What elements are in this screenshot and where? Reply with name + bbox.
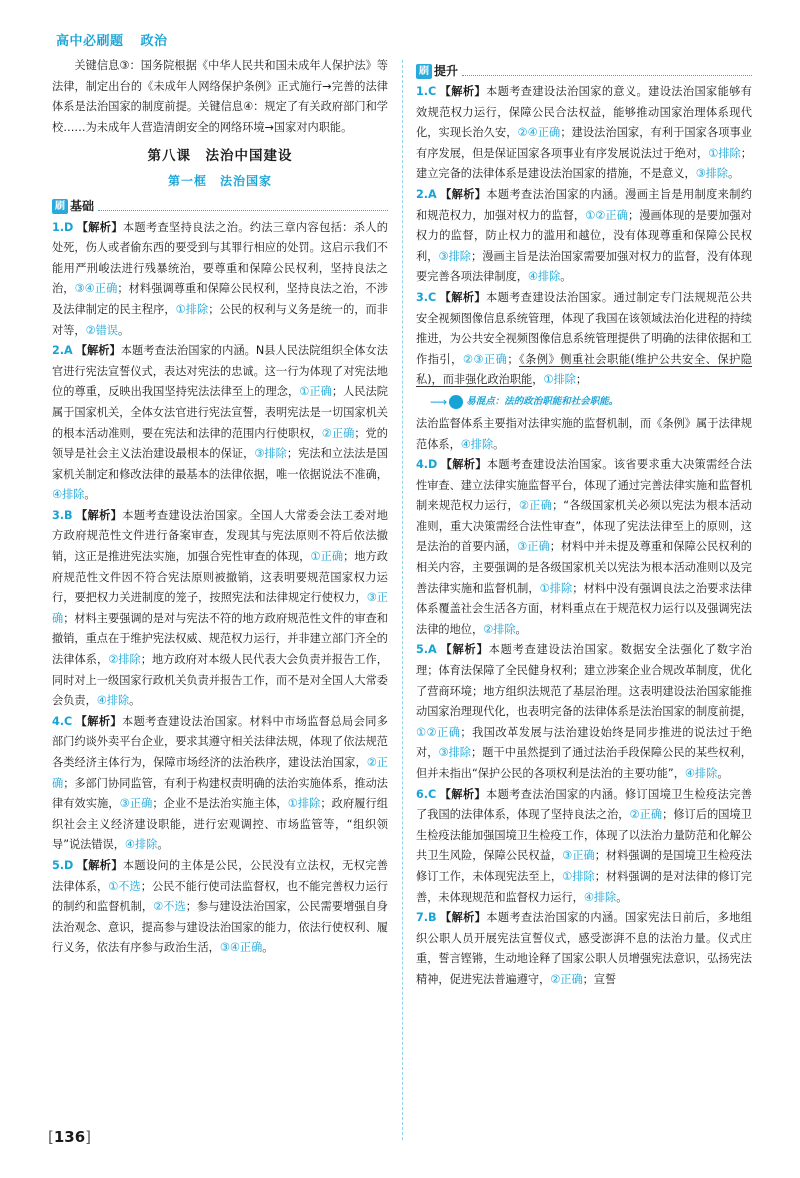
item-number: 2. <box>52 344 65 358</box>
verdict: ④排除 <box>460 437 494 451</box>
text: ；公民不能行使司法监督权，也不能完善权力运行的制约和监督机制， <box>52 879 388 914</box>
answer-item-3-cont <box>416 414 752 455</box>
text: ；材料中并未提及尊重和保障公民权利的相关内容，主要强调的是各级国家机关以宪法为根本活动准则以及完善法律实施和监督机制， <box>416 540 752 595</box>
answer-letter: C <box>428 787 437 801</box>
subject-title: 政治 <box>140 34 168 49</box>
text: 。 <box>129 694 141 708</box>
text: ， <box>532 373 544 387</box>
verdict: ②正确 <box>321 426 355 440</box>
page-number <box>48 1128 91 1146</box>
text: ；材料强调的是国境卫生检疫法修订工作，未体现宪法至上， <box>416 849 752 883</box>
text: 本题考查法治国家的内涵。修订国境卫生检疫法完善了我国的法律体系，体现了坚持良法之治， <box>416 787 752 822</box>
text: ；地方政府对本级人民代表大会负责并报告工作，同时对上一级国家行政机关负责并报告工作，而不是对全国人大常委会负责， <box>52 653 388 708</box>
section-header-advanced <box>416 62 752 80</box>
answer-item-5 <box>52 856 388 959</box>
section-label: 提升 <box>434 63 459 78</box>
analysis-tag: 【解析】 <box>76 858 123 872</box>
text: ；材料强调尊重和保障公民权利，坚持良法之治，不涉及法律制定的民主程序， <box>52 282 388 316</box>
verdict: ③正确 <box>517 540 550 554</box>
verdict: ①排除 <box>539 581 573 595</box>
verdict: ③④正确 <box>219 941 263 955</box>
text: ； <box>575 373 588 387</box>
analysis-tag: 【解析】 <box>439 911 487 925</box>
left-column <box>52 56 388 959</box>
verdict: ①②正确 <box>416 725 461 739</box>
text: ； <box>507 352 519 366</box>
text: 。 <box>515 622 527 636</box>
answer-letter: C <box>428 290 437 304</box>
verdict: ②错误 <box>85 323 118 337</box>
answer-letter: D <box>64 220 74 234</box>
analysis-tag: 【解析】 <box>439 643 489 657</box>
text: ；“各级国家机关必须以宪法为根本活动准则，重大决策需经合法性审查”，体现了宪法法律至上的原则，这是法治的首要内涵， <box>416 499 752 554</box>
dotted-rule <box>98 202 388 211</box>
verdict: ②正确 <box>518 499 553 513</box>
verdict: ①排除 <box>543 373 576 387</box>
brush-badge: 刷 <box>416 64 432 79</box>
verdict: ①排除 <box>708 146 741 160</box>
verdict: ①不选 <box>108 879 141 893</box>
page-header <box>56 30 180 49</box>
verdict: ①排除 <box>562 869 595 883</box>
text: 本题考查建设法治国家。该省要求重大决策需经合法性审查、建立法律实施监督平台，体现了通过完善法律实施和监督机制来规范权力运行， <box>416 458 752 513</box>
item-number: 4. <box>52 714 65 728</box>
tip-text: 易混点：法的政治职能和社会职能。 <box>466 395 619 407</box>
analysis-tag: 【解析】 <box>439 787 486 801</box>
analysis-tag: 【解析】 <box>439 290 486 304</box>
verdict: ①排除 <box>175 302 209 316</box>
verdict: ②④正确 <box>517 126 561 140</box>
text: ；公民的权利与义务是统一的，而非对等， <box>52 302 388 337</box>
verdict: ②正确 <box>52 756 388 790</box>
text: 本题考查法治国家的内涵。国家宪法日前后，多地组织公职人员开展宪法宣誓仪式，感受澎湃不息的法治力量。仪式庄重，誓言铿锵，生动地诠释了国家公职人员增强宪法意识，弘扬宪法精神，促进宪法普遍遵守， <box>416 911 752 986</box>
verdict: ②不选 <box>153 900 186 914</box>
text: ；企业不是法治实施主体， <box>152 797 288 811</box>
analysis-tag: 【解析】 <box>75 714 122 728</box>
text: ；参与建设法治国家，公民需要增强自身法治观念、意识，提高参与建设法治国家的能力，依法行使权利、履行义务，依法有序参与政治生活， <box>52 900 388 955</box>
text: ；我国改革发展与法治建设始终是同步推进的说法过于绝对， <box>416 725 752 760</box>
item-number: 7. <box>416 911 429 925</box>
answer-item-1 <box>416 82 752 185</box>
dotted-rule <box>462 67 752 76</box>
text: 。 <box>262 941 274 955</box>
page-number-value: 136 <box>53 1128 86 1146</box>
text: ；材料强调的是对法律的修订完善，未体现规范和监督权力运行， <box>416 869 752 904</box>
tip-note <box>430 392 752 412</box>
text: ；多部门协同监管，有利于构建权责明确的法治实施体系，推动法律有效实施， <box>52 776 388 811</box>
item-number: 1. <box>416 85 429 98</box>
answer-item-4 <box>52 712 388 856</box>
text: ；宪法和立法法是国家机关制定和修改法律的最基本的法律依据，唯一依据说法不准确， <box>52 447 388 481</box>
text: 本题考查建设法治国家。通过制定专门法规规范公共安全视频图像信息系统管理，体现了我国在该领域法治化进程的持续推进，为公共安全视频图像信息系统管理提供了明确的法律依据和工作指引， <box>416 290 752 366</box>
section-header-basic <box>52 198 388 216</box>
text: ；党的领导是社会主义法治建设最根本的保证， <box>52 426 388 461</box>
text: ；建立完备的法律体系是建设法治国家的措施，不是意义， <box>416 146 752 181</box>
text: 本题考查坚持良法之治。约法三章内容包括：杀人的处死，伤人或者偷东西的要受到与其罪行相应的处罚。这启示我们不能用严刑峻法进行残暴统治，要尊重和保障公民权利，坚持良法之治， <box>52 220 388 296</box>
verdict: ③④正确 <box>74 282 118 296</box>
text: ；材料主要强调的是对与宪法不符的地方政府规范性文件的审查和撤销，重点在于维护宪法权威、规范权力运行，并非建立部门齐全的法律体系， <box>52 611 388 667</box>
verdict: ②③正确 <box>462 352 508 366</box>
verdict: ④排除 <box>583 890 617 904</box>
text: 。 <box>560 270 572 284</box>
item-number: 2. <box>416 187 429 201</box>
item-number: 3. <box>52 508 65 522</box>
answer-item-7 <box>416 908 752 990</box>
text: ；题干中虽然提到了通过法治手段保障公民的某些权利，但并未指出“保护公民的各项权利是法治的主要功能”， <box>416 746 752 780</box>
text: 。 <box>493 437 505 451</box>
text: ；政府履行组织社会主义经济建设职能，进行宏观调控、市场监管等，“组织领导”说法错误， <box>52 797 388 852</box>
verdict: ④排除 <box>96 694 130 708</box>
verdict: ④排除 <box>527 270 561 284</box>
verdict: ①正确 <box>310 550 344 564</box>
verdict: ③排除 <box>254 447 287 461</box>
answer-letter: A <box>428 643 437 657</box>
verdict: ②排除 <box>483 622 516 636</box>
answer-letter: A <box>428 187 437 201</box>
text: 本题考查建设法治国家。材料中市场监督总局会同多部门约谈外卖平台企业，要求其遵守相关法律法规，体现了依法规范各类经济主体行为，保障市场经济的法治秩序，建设法治国家， <box>52 714 388 769</box>
answer-item-2 <box>416 185 752 288</box>
verdict: ④排除 <box>684 767 718 780</box>
analysis-tag: 【解析】 <box>439 187 487 201</box>
text: 。 <box>84 488 96 502</box>
verdict: ④排除 <box>124 838 158 852</box>
answer-letter: C <box>428 85 437 98</box>
verdict: ①排除 <box>287 797 321 811</box>
brush-badge: 刷 <box>52 199 68 214</box>
item-number: 3. <box>416 290 429 304</box>
verdict: ④排除 <box>52 488 85 502</box>
verdict: ③排除 <box>438 249 472 263</box>
text: ；漫画体现的是要加强对权力的监督，防止权力的滥用和越位，没有体现尊重和保障公民权利， <box>416 208 752 263</box>
text: 。 <box>117 323 130 337</box>
item-number: 5. <box>416 643 429 657</box>
text: 。 <box>728 167 740 181</box>
text: 法治监督体系主要指对法律实施的监督机制，而《条例》属于法律规范体系， <box>416 416 752 451</box>
verdict: ③排除 <box>438 746 472 760</box>
verdict: ①②正确 <box>585 208 628 222</box>
text: ；宣誓 <box>582 972 617 986</box>
item-number: 1. <box>52 220 65 234</box>
analysis-tag: 【解析】 <box>76 220 123 234</box>
text: 本题考查建设法治国家的意义。建设法治国家能够有效规范权力运行，保障公民合法权益，能够推动国家治理体系现代化，实现长治久安， <box>416 85 752 140</box>
text: 本题考查建设法治国家。全国人大常委会法工委对地方政府规范性文件进行备案审查，发现其与宪法原则不符后依法撤销，这正是推进宪法实施，加强合宪性审查的体现， <box>52 508 388 564</box>
bracket-right: ] <box>85 1128 92 1146</box>
verdict: ②正确 <box>550 972 583 986</box>
text: 。 <box>717 767 729 780</box>
section-title: 第一框 法治国家 <box>167 173 272 188</box>
text: ；修订后的国境卫生检疫法能加强国境卫生检疫工作，体现了以法治力量防范和化解公共卫生风险，保障公民权益， <box>416 808 752 863</box>
answer-item-2 <box>52 341 388 506</box>
answer-letter: B <box>64 508 73 522</box>
verdict: ①正确 <box>299 385 332 399</box>
analysis-tag: 【解析】 <box>75 344 121 358</box>
text: 。 <box>616 890 628 904</box>
text: ；地方政府规范性文件因不符合宪法原则被撤销，这表明要规范国家权力运行，要把权力关进制度的笼子，按照宪法和法律规定行使权力， <box>52 550 388 605</box>
analysis-tag: 【解析】 <box>75 508 123 522</box>
answer-letter: B <box>428 911 437 925</box>
text: ；漫画主旨是法治国家需要加强对权力的监督，没有体现要完善各项法律制度， <box>416 249 752 284</box>
text: 。 <box>157 838 169 852</box>
intro-paragraph: 关键信息③：国务院根据《中华人民共和国未成年人保护法》等法律，制定出台的《未成年人网络保护条例》正式施行→完善的法律体系是法治国家的制度前提。关键信息④：规定了有关政府部门和学校……为未成年人营造清朗安全的网络环境→国家对内职能。 <box>52 59 388 134</box>
item-number: 6. <box>416 787 429 801</box>
answer-item-4 <box>416 455 752 640</box>
book-title: 高中必刷题 <box>56 34 124 49</box>
answer-letter: D <box>428 458 438 472</box>
text: ；人民法院属于国家机关，全体女法官进行宪法宣誓，表明宪法是一切国家机关的根本活动准则，要在宪法和法律的范围内行使职权， <box>52 385 388 440</box>
verdict: ②正确 <box>629 808 663 822</box>
lesson-title: 第八课 法治中国建设 <box>147 148 293 165</box>
analysis-tag: 【解析】 <box>440 458 487 472</box>
answer-letter: D <box>64 858 74 872</box>
analysis-tag: 【解析】 <box>439 85 486 98</box>
tip-badge-icon <box>449 395 463 409</box>
arrow-icon: ⟶ <box>430 394 448 409</box>
text: ；材料中没有强调良法之治要求法律体系覆盖社会生活各方面，材料重点在于规范权力运行以及强调宪法法律的地位， <box>416 581 752 636</box>
answer-letter: C <box>64 714 73 728</box>
answer-item-6 <box>416 785 752 909</box>
answer-item-3 <box>52 506 388 712</box>
item-number: 5. <box>52 858 65 872</box>
answer-item-1 <box>52 218 388 342</box>
verdict: ②排除 <box>108 653 141 667</box>
text: ；建设法治国家，有利于国家各项事业有序发展，但是保证国家各项事业有序发展说法过于绝对， <box>416 126 752 160</box>
section-label: 基础 <box>70 199 95 214</box>
verdict: ③正确 <box>52 591 388 625</box>
text: 本题考查建设法治国家。数据安全法强化了数字治理；体育法保障了全民健身权利；建立涉案企业合规改革制度，优化了营商环境；地方组织法规范了基层治理。这表明建设法治国家能推动国家治理现代化，也表明完备的法律体系是法治国家的制度前提， <box>416 643 752 719</box>
verdict: ③正确 <box>119 797 153 811</box>
underlined-text: 《条例》侧重社会职能(维护公共安全、保护隐私)，而非强化政治职能 <box>416 352 752 387</box>
verdict: ③排除 <box>695 167 729 181</box>
column-divider <box>402 60 403 1140</box>
answer-letter: A <box>64 344 73 358</box>
text: 本题考查法治国家的内涵。N县人民法院组织全体女法官进行宪法宣誓仪式，表达对宪法的忠诚。这一行为体现了对宪法地位的尊重，反映出我国坚持宪法法律至上的理念， <box>52 344 388 399</box>
item-number: 4. <box>416 458 429 472</box>
text: 本题设问的主体是公民，公民没有立法权，无权完善法律体系， <box>52 858 388 893</box>
text: 本题考查法治国家的内涵。漫画主旨是用制度来制约和规范权力，加强对权力的监督， <box>416 187 752 222</box>
verdict: ③正确 <box>562 849 595 863</box>
answer-item-5 <box>416 640 752 784</box>
answer-item-3 <box>416 288 752 391</box>
right-column <box>416 58 752 991</box>
bracket-left: [ <box>48 1128 54 1146</box>
